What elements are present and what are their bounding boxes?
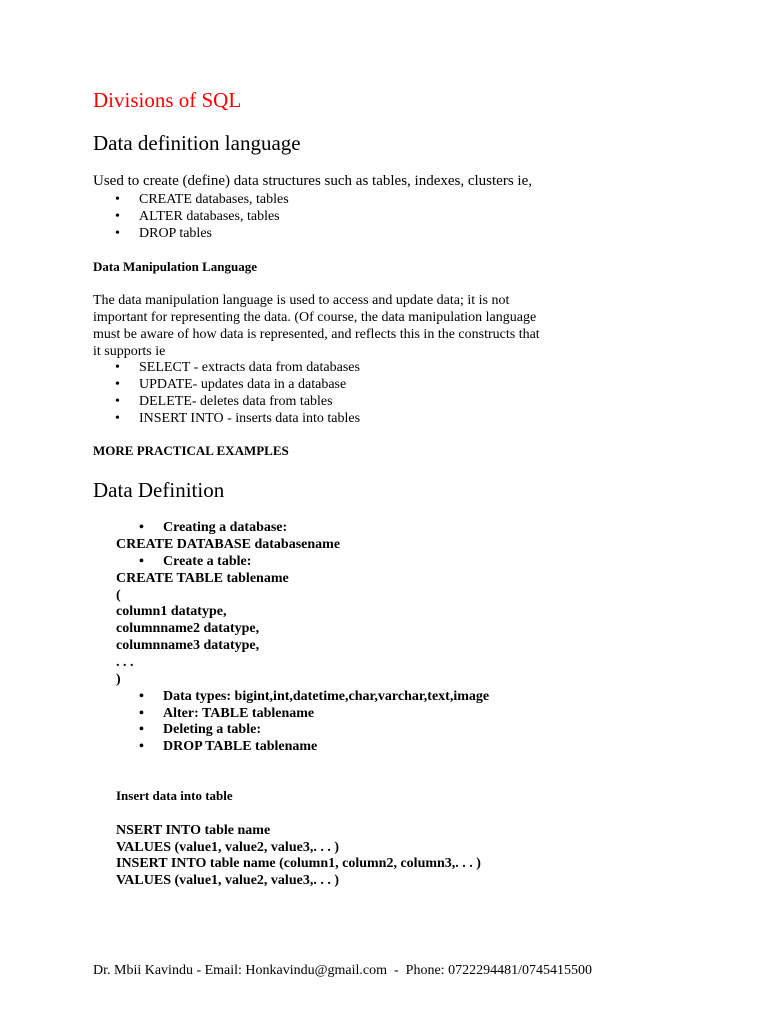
code-line: columnname3 datatype, bbox=[116, 638, 260, 653]
dml-paragraph: The data manipulation language is used to access and update data; it is not important for representing the data. (Of course, the data manipulation language must be aware of how data is represented, and reflects this in the constructs that it supports ie bbox=[93, 293, 540, 359]
list-item: • ALTER databases, tables bbox=[115, 209, 280, 224]
list-item: • Alter: TABLE tablename bbox=[139, 706, 315, 721]
list-item: • Deleting a table: bbox=[139, 722, 261, 737]
page-footer: Dr. Mbii Kavindu - Email: Honkavindu@gmail.com - Phone: 0722294481/0745415500 bbox=[93, 963, 592, 978]
list-item: • DELETE- deletes data from tables bbox=[115, 394, 333, 409]
bullet-icon: • bbox=[139, 689, 144, 704]
code-line: CREATE TABLE tablename bbox=[116, 571, 289, 586]
code-line: columnname2 datatype, bbox=[116, 621, 260, 636]
bullet-icon: • bbox=[115, 209, 120, 224]
bullet-icon: • bbox=[139, 739, 144, 754]
bullet-icon: • bbox=[115, 411, 120, 426]
bullet-icon: • bbox=[115, 360, 120, 375]
bullet-create-table: • Create a table: bbox=[139, 554, 252, 569]
dml-heading: Data Manipulation Language bbox=[93, 259, 257, 274]
insert-line: INSERT INTO table name (column1, column2, column3,. . . ) bbox=[116, 856, 481, 871]
insert-line: NSERT INTO table name bbox=[116, 823, 271, 838]
bullet-icon: • bbox=[115, 226, 120, 241]
more-examples-heading: MORE PRACTICAL EXAMPLES bbox=[93, 443, 289, 458]
ddl-intro: Used to create (define) data structures such as tables, indexes, clusters ie, bbox=[93, 173, 532, 189]
page-title: Divisions of SQL bbox=[93, 88, 242, 112]
ddl-heading: Data definition language bbox=[93, 131, 301, 155]
list-item: • SELECT - extracts data from databases bbox=[115, 360, 360, 375]
list-item: • DROP tables bbox=[115, 226, 212, 241]
list-item: • Data types: bigint,int,datetime,char,varchar,text,image bbox=[139, 689, 490, 704]
bullet-icon: • bbox=[115, 394, 120, 409]
code-line: . . . bbox=[116, 655, 134, 670]
insert-line: VALUES (value1, value2, value3,. . . ) bbox=[116, 840, 339, 855]
code-line: ( bbox=[116, 588, 121, 603]
bullet-icon: • bbox=[139, 722, 144, 737]
insert-line: VALUES (value1, value2, value3,. . . ) bbox=[116, 873, 339, 888]
code-line: ) bbox=[116, 672, 121, 687]
bullet-icon: • bbox=[139, 706, 144, 721]
bullet-icon: • bbox=[115, 192, 120, 207]
bullet-icon: • bbox=[139, 520, 144, 535]
list-item: • UPDATE- updates data in a database bbox=[115, 377, 347, 392]
list-item: • DROP TABLE tablename bbox=[139, 739, 318, 754]
list-item: • CREATE databases, tables bbox=[115, 192, 289, 207]
code-line: column1 datatype, bbox=[116, 604, 227, 619]
create-database-line: CREATE DATABASE databasename bbox=[116, 537, 341, 552]
bullet-icon: • bbox=[139, 554, 144, 569]
bullet-creating-database: • Creating a database: bbox=[139, 520, 288, 535]
bullet-icon: • bbox=[115, 377, 120, 392]
list-item: • INSERT INTO - inserts data into tables bbox=[115, 411, 361, 426]
data-definition-heading: Data Definition bbox=[93, 478, 225, 502]
insert-heading: Insert data into table bbox=[116, 788, 233, 803]
